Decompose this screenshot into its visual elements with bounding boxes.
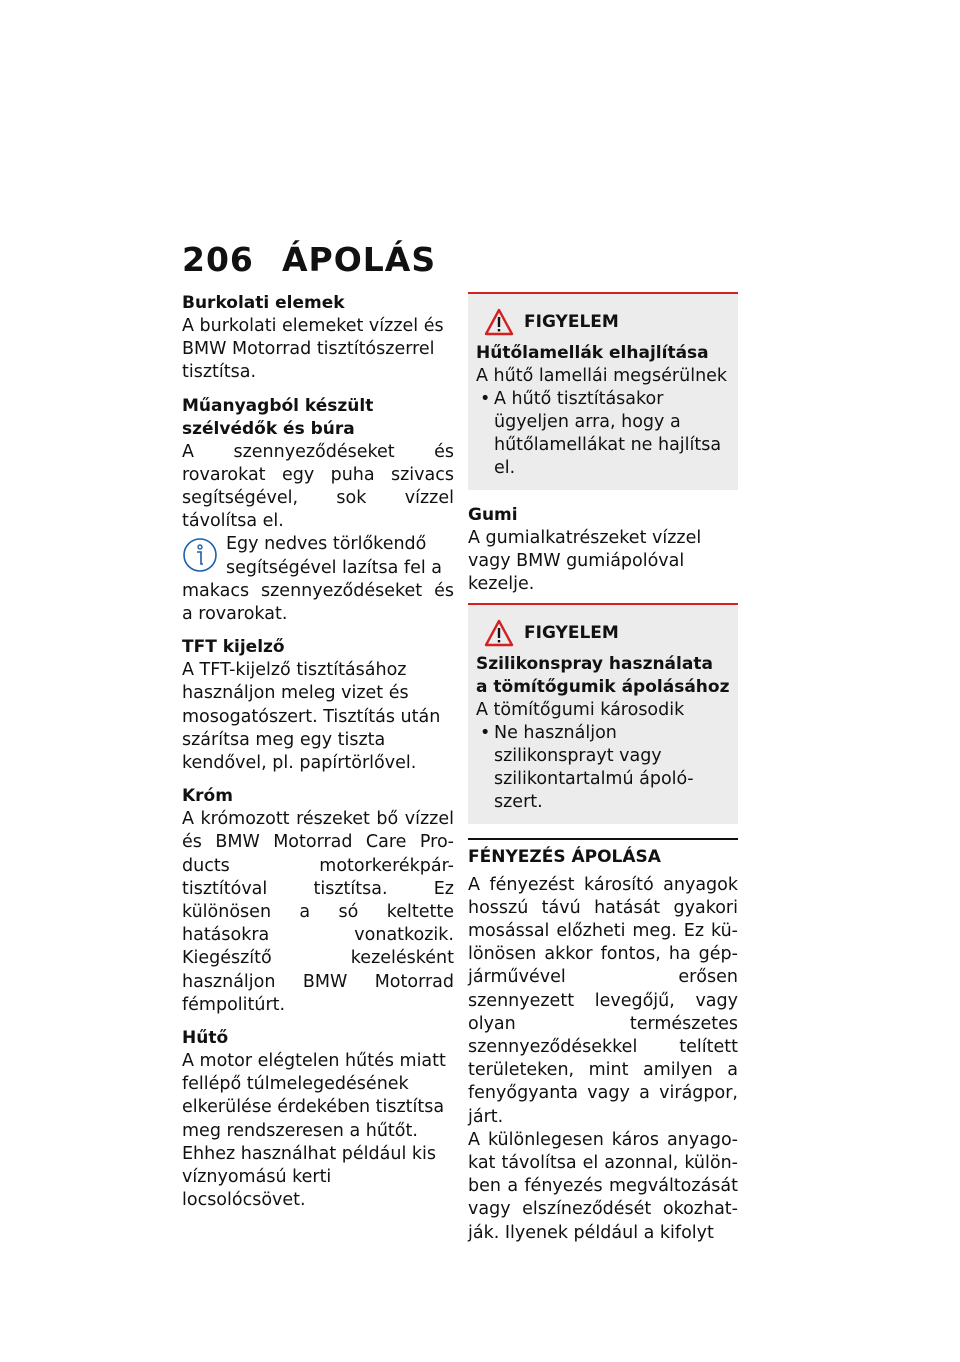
section-body-burkolati: A burkolati elemeket vízzel és BMW Motorrad tisztítószerrel tisztítsa. [182, 316, 444, 383]
section-title-krom: Króm [182, 786, 233, 807]
section-body-fenyezes: A fényezést károsító anyagok hosszú távú hatását gyakori mosással előzheti meg. Ez különösen akkor fontos, ha gépjárművével erősen szennyezett levegőjű, vagy olyan természetes szennyeződésekkel telített területeken, mint amilyen a fenyőgyanta vagy a virágpor, járt. [468, 874, 738, 1127]
right-column [468, 292, 738, 1255]
section-body-huto-2: Ehhez használhat például kis víznyomású kerti locsolócsövet. [182, 1143, 436, 1211]
section-body-tft: A TFT-kijelző tisztításához használjon meleg vizet és mosogatószert. Tisztítás után szárítsa meg egy tiszta kendővel, pl. papírtörlővel. [182, 660, 441, 774]
info-note-text: Egy nedves törlőkendő segítségével lazítsa fel a [226, 534, 442, 578]
section-title-huto: Hűtő [182, 1028, 229, 1049]
chapter-title: ÁPOLÁS [282, 240, 437, 279]
info-note-continuation: makacs szennyeződéseket és a rovarokat. [182, 580, 454, 625]
section-heading-fenyezes: FÉNYEZÉS ÁPOLÁSA [468, 838, 738, 870]
section-title-szelvedo: Műanyagból készült szélvédők és búra [182, 395, 374, 439]
warning-box-huto [468, 292, 738, 490]
section-body-fenyezes-2: A különlegesen káros anyagokat távolítsa el azonnal, különben a fényezés megváltozását vagy elszíneződését okozhatják. Ilyenek például a kifolyt [468, 1129, 738, 1243]
warning-title: Szilikonspray használata a tömítőgumik ápolásához [476, 653, 730, 697]
warning-header [484, 619, 730, 647]
warning-triangle-icon [484, 619, 514, 647]
warning-title: Hűtőlamellák elhajlítása [476, 343, 709, 363]
section-body-krom: A krómozott részeket bő vízzel és BMW Motorrad Care Products motorkerékpár-tisztítóval tisztítsa. Ez különösen a só keltette hatásokra vonatkozik. Kiegészítő kezelésként használjon BMW Motorrad fémpolitúrt. [182, 809, 454, 1015]
info-icon [182, 537, 218, 573]
warning-box-szilikon [468, 603, 738, 824]
warning-header [484, 308, 730, 336]
page-number: 206 [182, 240, 254, 279]
warning-label: FIGYELEM [524, 312, 619, 332]
warning-triangle-icon [484, 308, 514, 336]
warning-label: FIGYELEM [524, 622, 619, 643]
section-title-gumi: Gumi [468, 505, 518, 525]
section-body-huto: A motor elégtelen hűtés miatt fellépő túlmelegedésének elkerülése érdekében tisztítsa meg rendszeresen a hűtőt. [182, 1051, 446, 1141]
warning-bullet: • A hűtő tisztításakor ügyeljen arra, hogy a hűtőlamellákat ne hajlítsa el. [476, 388, 730, 480]
section-body-gumi: A gumialkatrészeket vízzel vagy BMW gumiápolóval kezelje. [468, 528, 702, 595]
warning-bullet: • Ne használjon szilikonsprayt vagy szilikontartalmú ápolószert. [476, 722, 730, 814]
warning-text: A hűtő lamellái megsérülnek [476, 366, 728, 386]
warning-text: A tömítőgumi károsodik [476, 699, 685, 720]
section-title-tft: TFT kijelző [182, 637, 285, 658]
section-title-burkolati: Burkolati elemek [182, 293, 345, 313]
page-header [182, 240, 437, 279]
section-body-szelvedo: A szennyeződéseket és rovarokat egy puha szivacs segítségével, sok vízzel távolítsa el. [182, 441, 454, 532]
left-column [182, 292, 454, 1223]
info-note [182, 533, 454, 579]
